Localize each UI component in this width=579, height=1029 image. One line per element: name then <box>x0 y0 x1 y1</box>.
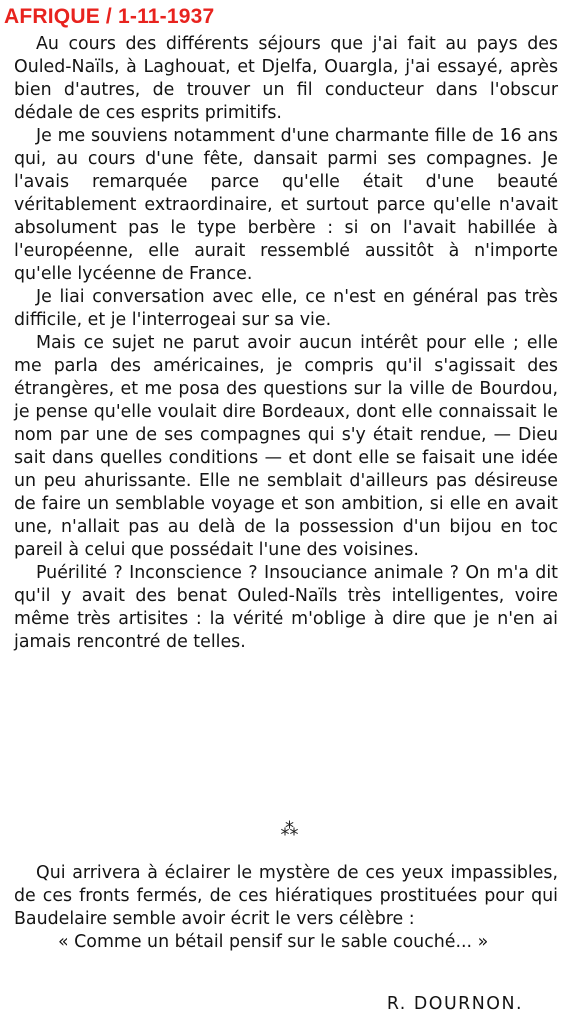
asterism-ornament: ⁂ <box>280 819 299 840</box>
closing-paragraph: Qui arrivera à éclairer le mystère de ces yeux impassibles, de ces fronts fermés, de ces hiératiques prostituées pour qui Baudelaire semble avoir écrit le vers célèbre : <box>14 863 558 929</box>
article-paragraph-3: Je liai conversation avec elle, ce n'est en général pas très difficile, et je l'interrogeai sur sa vie. <box>14 287 558 330</box>
article-paragraph-2: Je me souviens notamment d'une charmante fille de 16 ans qui, au cours d'une fête, dansait parmi ses compagnes. Je l'avais remarquée parce qu'elle était d'une beauté véritablement extraordinaire, et surtout parce qu'elle n'avait absolument pas le type berbère : si on l'avait habillée à l'européenne, elle aurait ressemblé aussitôt à n'importe qu'elle lycéenne de France. <box>14 126 558 284</box>
article-body <box>14 33 558 654</box>
baudelaire-quote: « Comme un bétail pensif sur le sable couché... » <box>58 932 489 952</box>
article-closing <box>14 862 558 954</box>
article-paragraph-1: Au cours des différents séjours que j'ai fait au pays des Ouled-Naïls, à Laghouat, et Djelfa, Ouargla, j'ai essayé, après bien d'autres, de trouver un fil conducteur dans l'obscur dédale de ces esprits primitifs. <box>14 34 558 123</box>
article-paragraph-5: Puérilité ? Inconscience ? Insouciance animale ? On m'a dit qu'il y avait des benat Ouled-Naïls très intelligentes, voire même très artisites : la vérité m'oblige à dire que je n'en ai jamais rencontré de telles. <box>14 563 558 652</box>
article-paragraph-4: Mais ce sujet ne parut avoir aucun intérêt pour elle ; elle me parla des américaines, je compris qu'il s'agissait des étrangères, et me posa des questions sur la ville de Bourdou, je pense qu'elle voulait dire Bordeaux, dont elle connaissait le nom par une de ses compagnes qui s'y était rendue, — Dieu sait dans quelles conditions — et dont elle se faisait une idée un peu ahurissante. Elle ne semblait d'ailleurs pas désireuse de faire un semblable voyage et son ambition, si elle en avait une, n'allait pas au delà de la possession d'un bijou en toc pareil à celui que possédait l'une des voisines. <box>14 333 558 560</box>
clipping-header-title: AFRIQUE / 1-11-1937 <box>4 5 215 28</box>
author-signature: R. DOURNON. <box>386 994 523 1014</box>
